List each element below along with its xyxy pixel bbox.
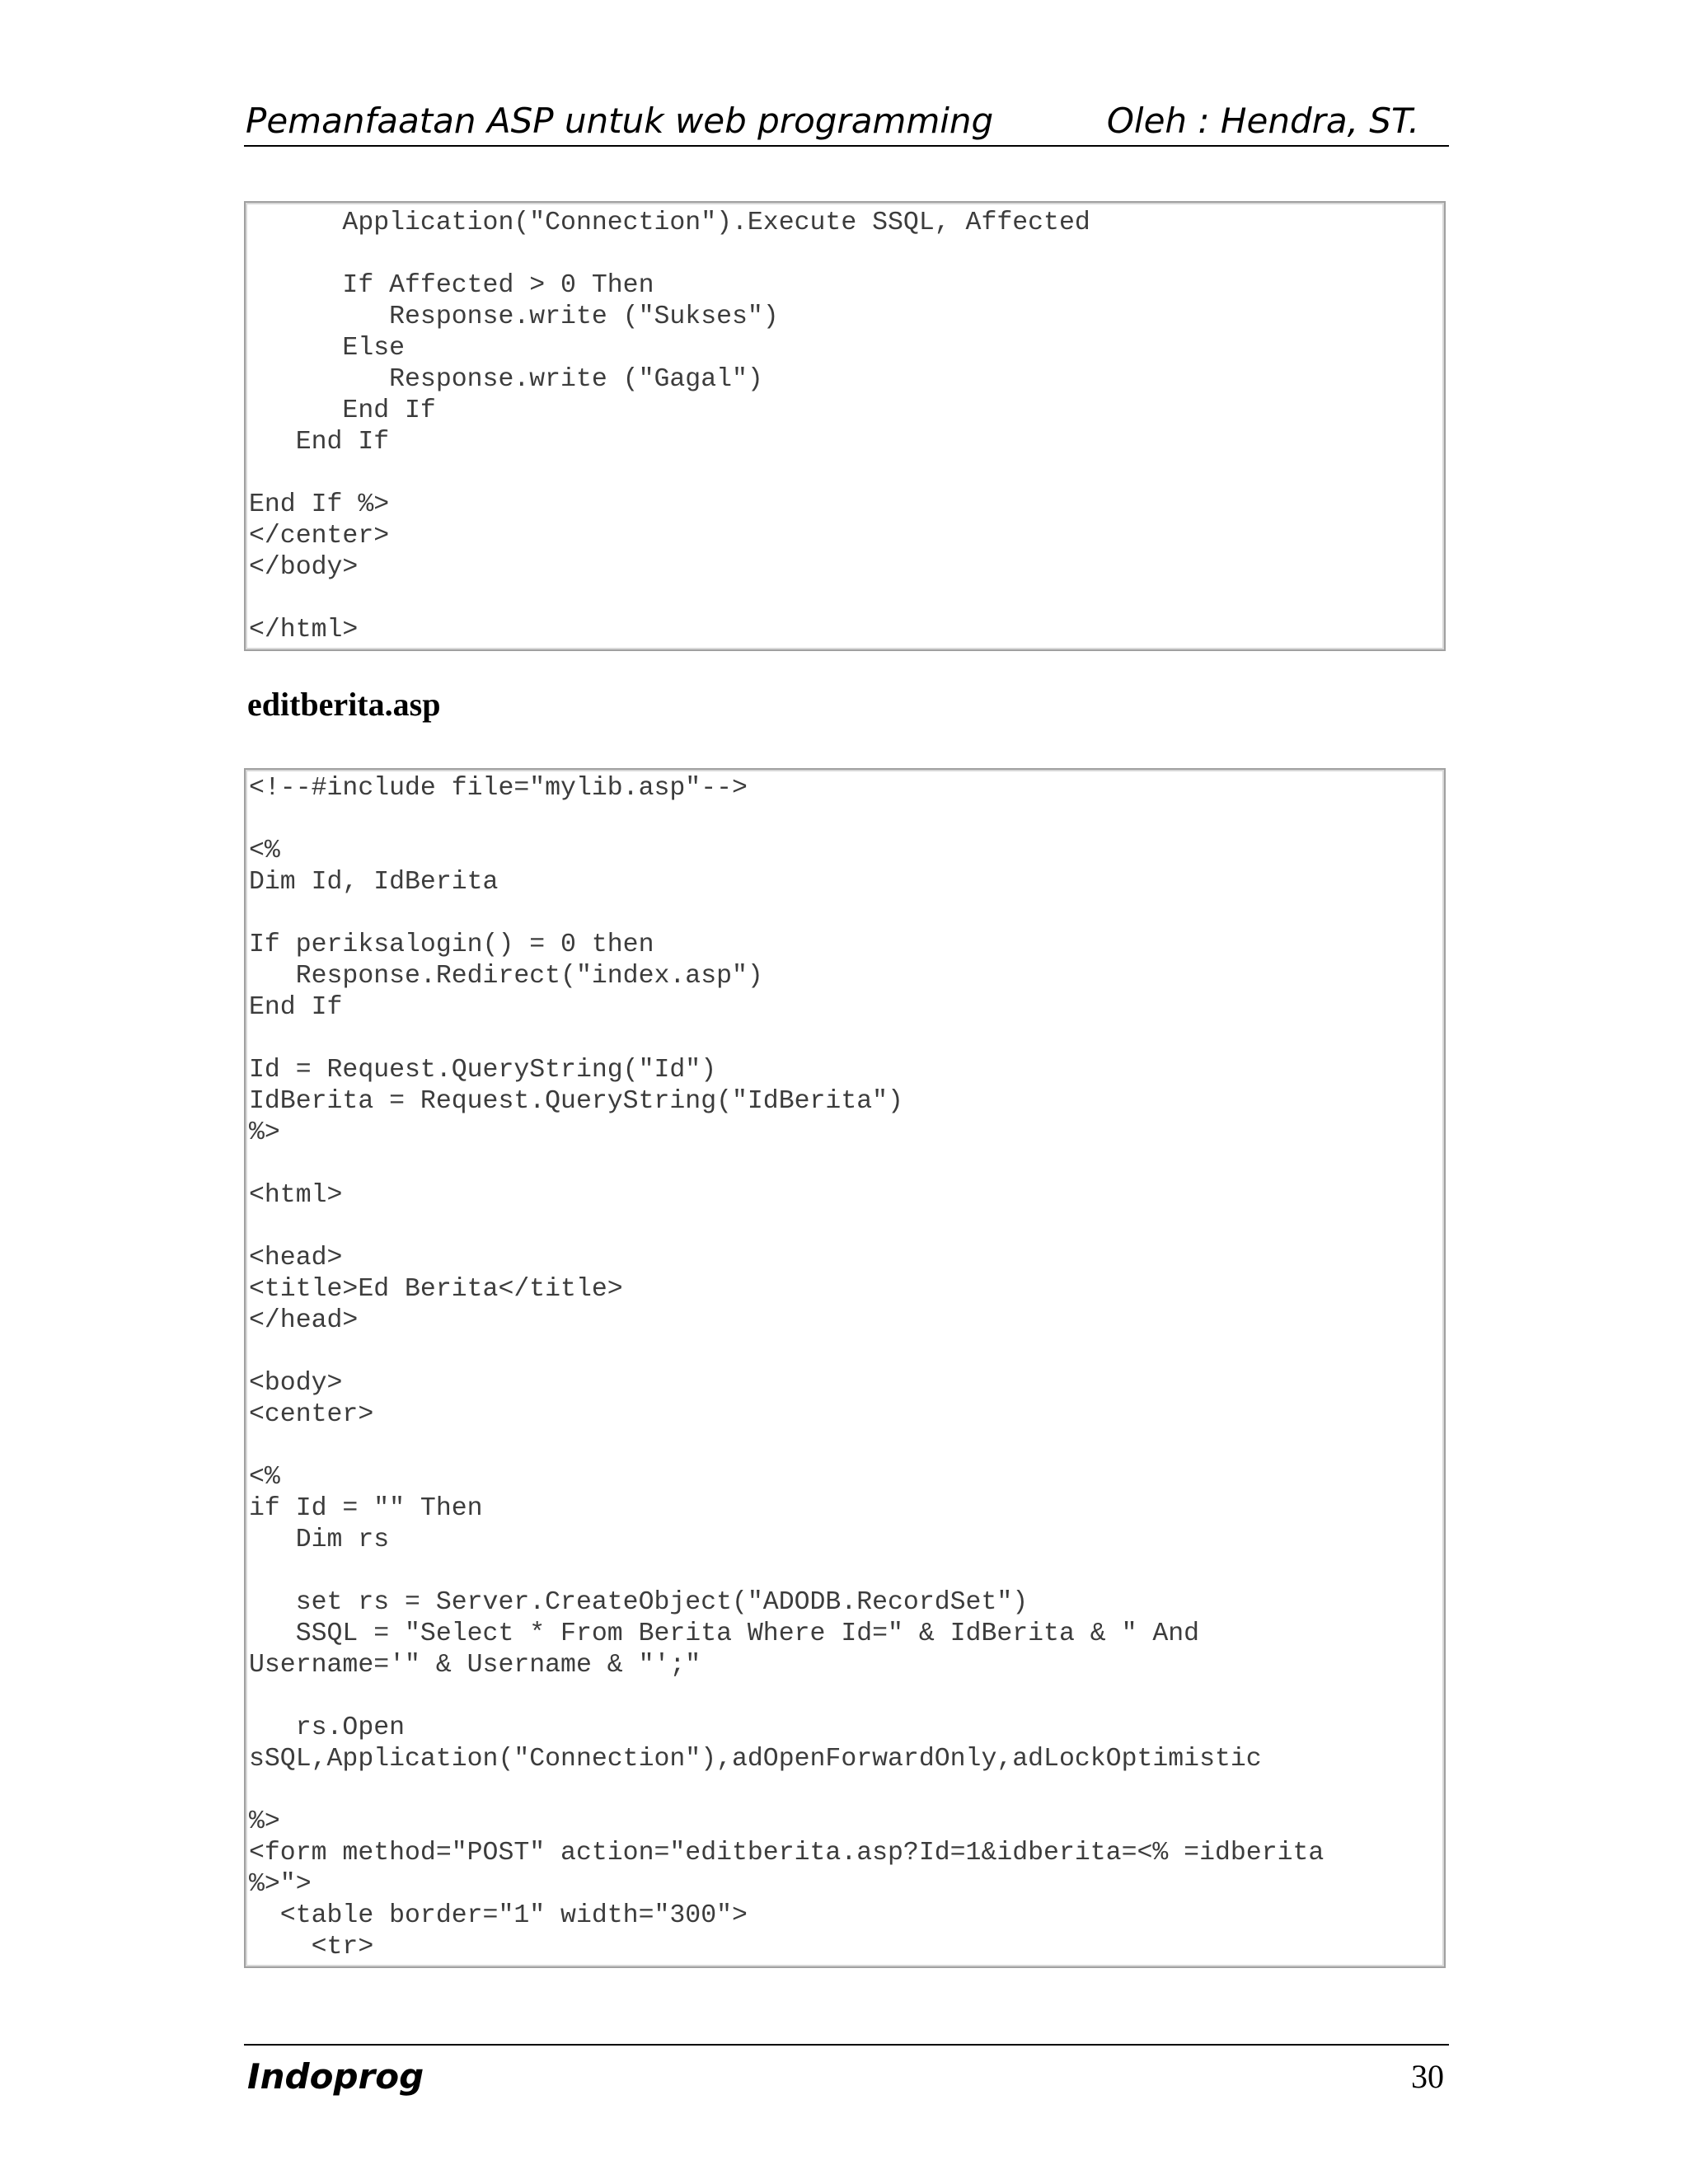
code-line: <form method="POST" action="editberita.asp?Id=1&idberita=<% =idberita bbox=[249, 1839, 1325, 1868]
code-listing bbox=[249, 773, 1444, 1963]
code-line: Username='" & Username & "';" bbox=[249, 1651, 701, 1680]
code-line: %> bbox=[249, 1118, 280, 1147]
code-line: %>"> bbox=[249, 1870, 312, 1899]
code-line: End If bbox=[249, 428, 390, 457]
code-line: Dim Id, IdBerita bbox=[249, 868, 499, 897]
header-author: Oleh : Hendra, ST. bbox=[1106, 101, 1419, 141]
page-footer bbox=[244, 2044, 1449, 2103]
code-block-editberita bbox=[244, 768, 1446, 1968]
code-line: <% bbox=[249, 1463, 280, 1492]
code-line: <body> bbox=[249, 1369, 343, 1398]
code-line: sSQL,Application("Connection"),adOpenForwardOnly,adLockOptimistic bbox=[249, 1745, 1262, 1774]
code-line: </center> bbox=[249, 522, 390, 551]
code-line: IdBerita = Request.QueryString("IdBerita") bbox=[249, 1087, 903, 1116]
code-listing bbox=[249, 208, 1444, 646]
code-line: Dim rs bbox=[249, 1526, 390, 1554]
code-line: If Affected > 0 Then bbox=[249, 271, 654, 300]
code-line: <% bbox=[249, 837, 280, 865]
code-line: %> bbox=[249, 1807, 280, 1836]
code-line: </body> bbox=[249, 553, 359, 582]
code-line: </head> bbox=[249, 1306, 359, 1335]
code-line: <center> bbox=[249, 1400, 374, 1429]
code-line: <head> bbox=[249, 1244, 343, 1272]
code-line: <table border="1" width="300"> bbox=[249, 1901, 748, 1930]
footer-brand: Indoprog bbox=[247, 2056, 424, 2097]
code-line: <html> bbox=[249, 1181, 343, 1210]
header-title: Pemanfaatan ASP untuk web programming bbox=[246, 101, 994, 141]
code-line: Id = Request.QueryString("Id") bbox=[249, 1056, 717, 1085]
code-line: End If bbox=[249, 993, 343, 1022]
code-line: if Id = "" Then bbox=[249, 1494, 483, 1523]
code-line: Response.write ("Gagal") bbox=[249, 365, 763, 394]
code-block-continuation bbox=[244, 201, 1446, 651]
code-line: <title>Ed Berita</title> bbox=[249, 1275, 623, 1304]
code-line: <!--#include file="mylib.asp"--> bbox=[249, 774, 748, 803]
page-number: 30 bbox=[1411, 2058, 1444, 2095]
code-line: If periksalogin() = 0 then bbox=[249, 930, 654, 959]
code-line: rs.Open bbox=[249, 1713, 406, 1742]
page-header bbox=[244, 97, 1449, 147]
code-line: Response.Redirect("index.asp") bbox=[249, 962, 763, 991]
section-title: editberita.asp bbox=[247, 686, 441, 723]
code-line: End If %> bbox=[249, 490, 390, 519]
code-line: <tr> bbox=[249, 1933, 374, 1961]
code-line: Response.write ("Sukses") bbox=[249, 302, 779, 331]
code-line: Else bbox=[249, 334, 406, 363]
code-line: set rs = Server.CreateObject("ADODB.RecordSet") bbox=[249, 1588, 1029, 1617]
code-line: End If bbox=[249, 396, 436, 425]
code-line: </html> bbox=[249, 616, 359, 644]
code-line: SSQL = "Select * From Berita Where Id=" & IdBerita & " And bbox=[249, 1619, 1200, 1648]
code-line: Application("Connection").Execute SSQL, Affected bbox=[249, 209, 1090, 237]
